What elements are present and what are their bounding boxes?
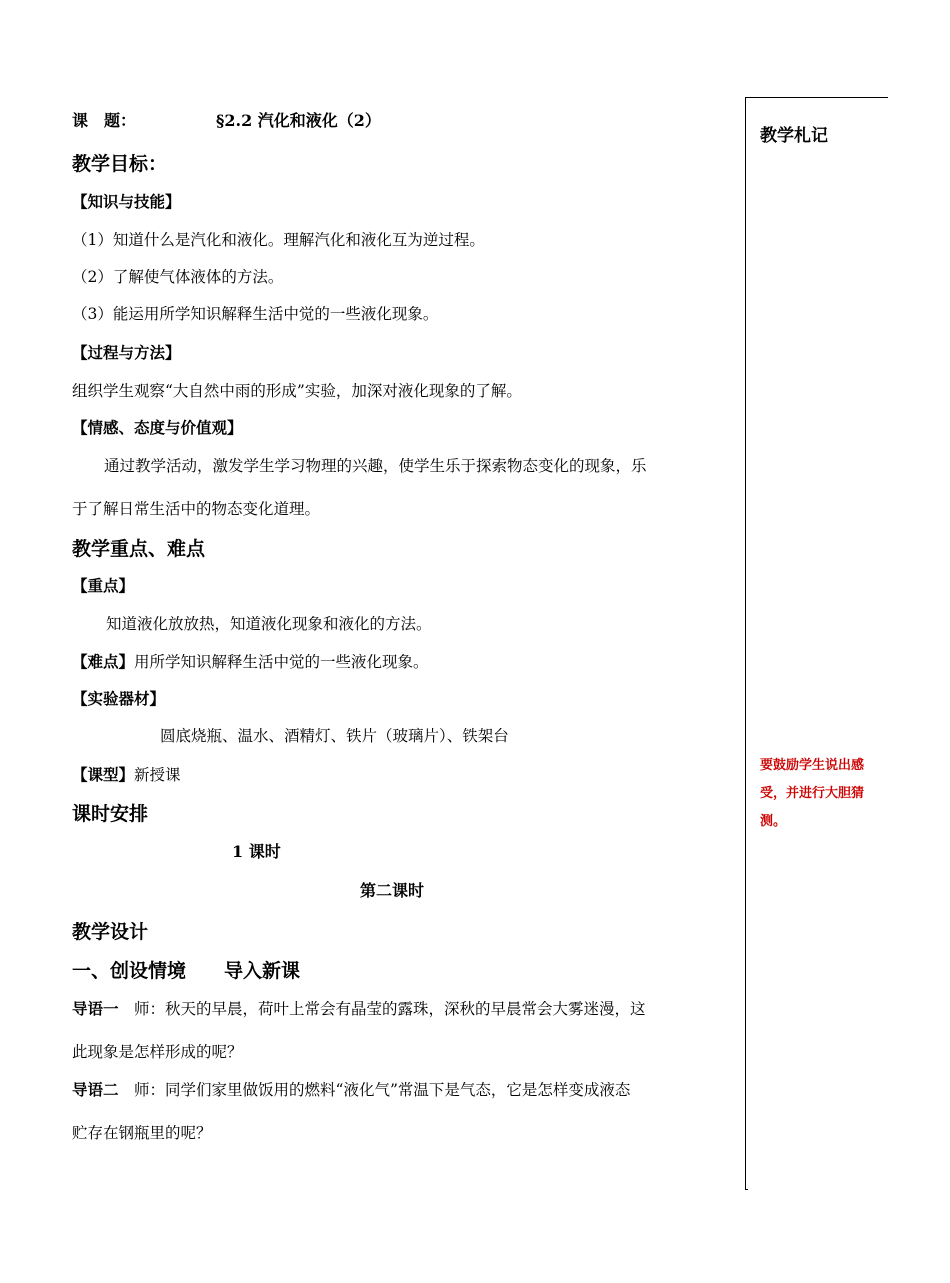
design-title: 教学设计: [72, 921, 149, 943]
emotion-line-2: 于了解日常生活中的物态变化道理。: [72, 500, 321, 518]
knowledge-item-2: （2）了解使气体液体的方法。: [72, 268, 284, 286]
margin-title: 教学札记: [760, 126, 828, 146]
knowledge-title: 【知识与技能】: [72, 192, 181, 211]
intro-1-line-2: 此现象是怎样形成的呢？: [72, 1043, 243, 1061]
intro-1-text: 师：秋天的早晨，荷叶上常会有晶莹的露珠，深秋的早晨常会大雾迷漫，这: [118, 1000, 646, 1018]
margin-divider: [745, 97, 746, 1190]
schedule-title: 课时安排: [72, 803, 149, 825]
difficulty-label: 【难点】: [72, 652, 135, 671]
session-title: 第二课时: [360, 881, 425, 900]
intro-1-label: 导语一: [72, 999, 119, 1018]
intro-2-text: 师：同学们家里做饭用的燃料“液化气”常温下是气态，它是怎样变成液态: [118, 1081, 631, 1099]
margin-bottom-tick: [745, 1189, 748, 1190]
margin-top-rule: [745, 97, 888, 98]
lesson-type-line: [72, 763, 181, 785]
emotion-title: 【情感、态度与价值观】: [72, 418, 243, 437]
margin-note: 要鼓励学生说出感受，并进行大胆猜测。: [760, 758, 865, 829]
objectives-title: 教学目标：: [72, 153, 168, 175]
intro-2-line-1: [72, 1078, 630, 1100]
knowledge-item-3: （3）能运用所学知识解释生活中觉的一些液化现象。: [72, 305, 439, 323]
process-text: 组织学生观察“大自然中雨的形成”实验，加深对液化现象的了解。: [72, 382, 522, 400]
intro-2-line-2: 贮存在钢瓶里的呢？: [72, 1124, 212, 1142]
topic-label: 课 题：: [72, 111, 137, 130]
schedule-hours: 1 课时: [232, 842, 281, 861]
intro-2-label: 导语二: [72, 1080, 119, 1099]
materials-title: 【实验器材】: [72, 689, 166, 708]
topic-value: §2.2 汽化和液化（2）: [216, 111, 381, 130]
knowledge-item-1: （1）知道什么是汽化和液化。理解汽化和液化互为逆过程。: [72, 231, 485, 249]
difficulty-text: 用所学知识解释生活中觉的一些液化现象。: [134, 653, 429, 671]
lesson-type-value: 新授课: [134, 766, 181, 784]
key-points-title: 教学重点、难点: [72, 538, 206, 560]
process-title: 【过程与方法】: [72, 343, 181, 362]
section-1-title: 一、创设情境 导入新课: [72, 960, 301, 982]
difficulty-line: [72, 650, 429, 672]
lesson-type-label: 【课型】: [72, 765, 135, 784]
intro-1-line-1: [72, 997, 646, 1019]
focus-text: 知道液化放放热，知道液化现象和液化的方法。: [106, 615, 432, 633]
emotion-line-1: 通过教学活动，激发学生学习物理的兴趣，使学生乐于探索物态变化的现象，乐: [104, 457, 647, 475]
focus-title: 【重点】: [72, 576, 135, 595]
materials-text: 圆底烧瓶、温水、酒精灯、铁片（玻璃片）、铁架台: [160, 727, 509, 745]
